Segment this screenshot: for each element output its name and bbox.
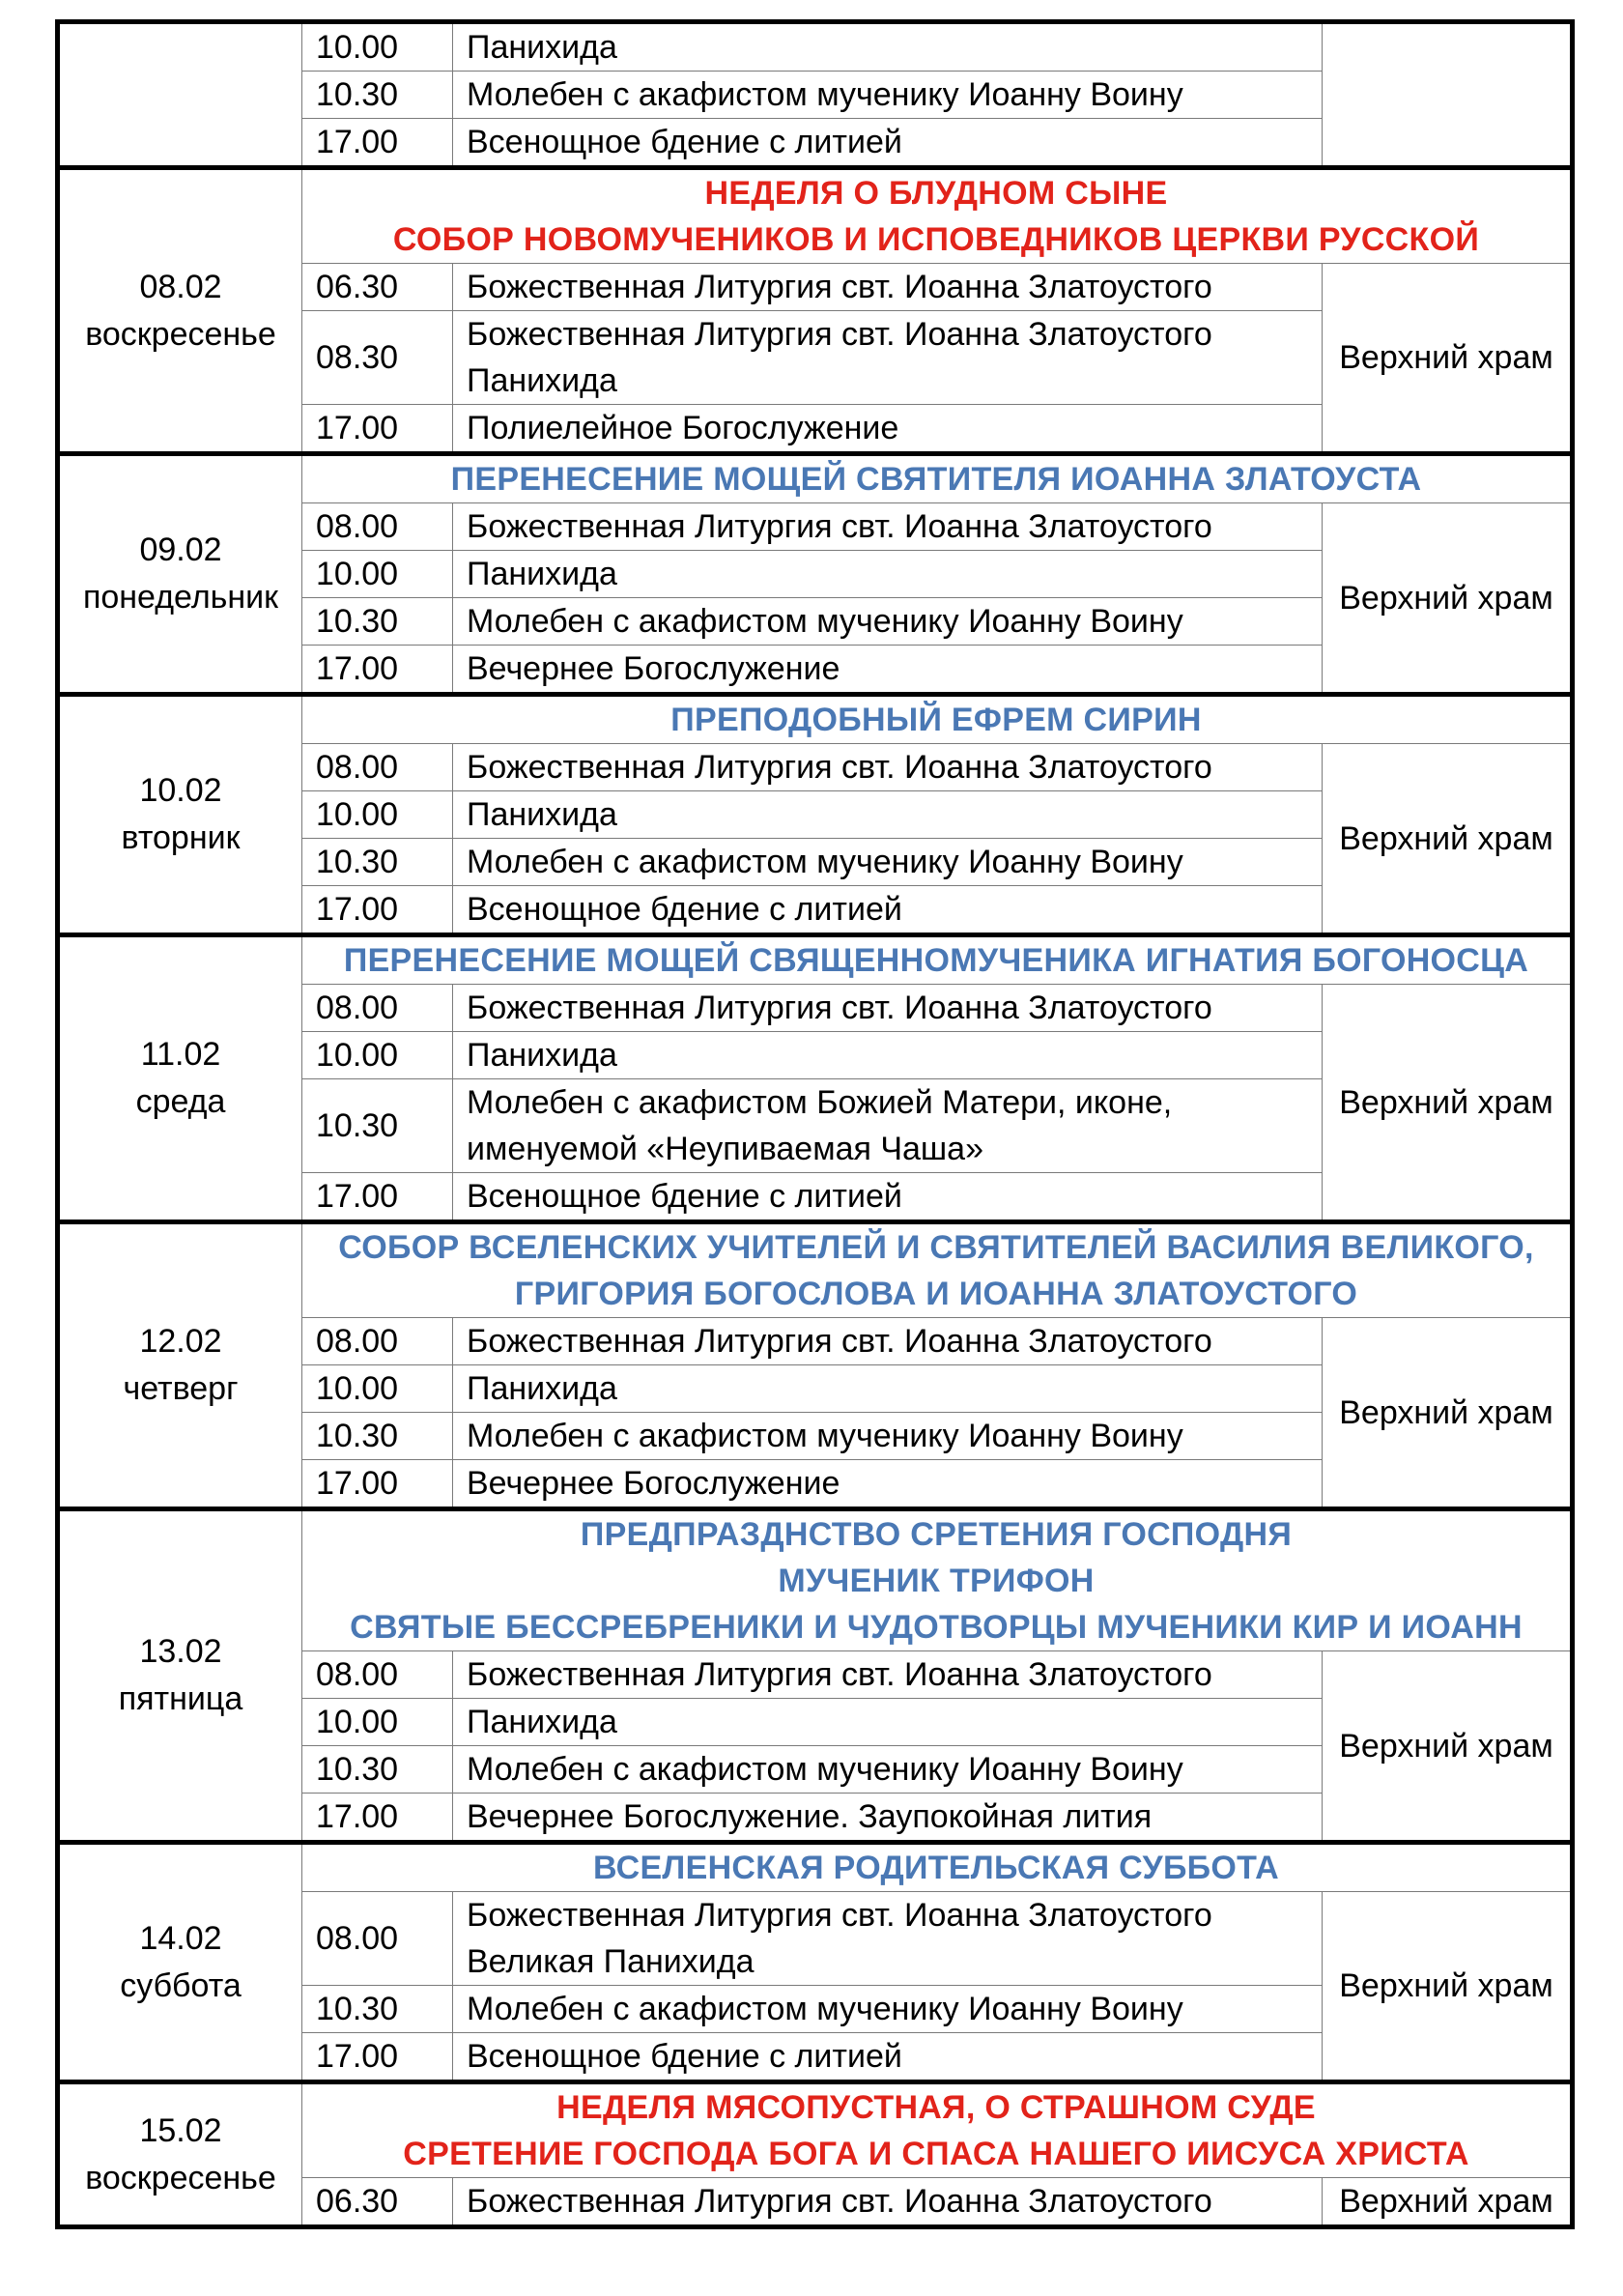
service-name [453,1892,1323,1986]
service-time-text: 17.00 [316,1178,399,1215]
service-row [58,22,1573,72]
service-name-line: Панихида [467,796,617,833]
service-name-line: Вечернее Богослужение [467,650,840,687]
service-time-text: 10.30 [316,603,399,640]
service-name-line: именуемой «Неупиваемая Чаша» [467,1131,984,1167]
day-date: 12.02 [139,1323,222,1360]
service-name [453,405,1323,454]
service-time [302,839,453,886]
service-name [453,1318,1323,1365]
location-text: Верхний храм [1339,1727,1553,1765]
service-name [453,72,1323,119]
service-location [1323,2178,1573,2227]
feast-title [302,1222,1573,1318]
feast-title-line: ПРЕПОДОБНЫЙ ЕФРЕМ СИРИН [670,702,1202,738]
day-date: 15.02 [139,2111,222,2149]
date-cell [58,22,302,168]
feast-title-line: ВСЕЛЕНСКАЯ РОДИТЕЛЬСКАЯ СУББОТА [593,1850,1279,1886]
service-time [302,1460,453,1509]
date-cell [58,168,302,454]
service-location [1323,1318,1573,1509]
service-location [1323,264,1573,454]
feast-title-line: СОБОР ВСЕЛЕНСКИХ УЧИТЕЛЕЙ И СВЯТИТЕЛЕЙ ВАСИЛИЯ ВЕЛИКОГО, [338,1229,1534,1266]
feast-title [302,1509,1573,1651]
service-name [453,1032,1323,1079]
location-text: Верхний храм [1339,1967,1553,2004]
service-name [453,1986,1323,2033]
day-date: 13.02 [139,1633,222,1670]
day-weekday: воскресенье [85,2159,276,2196]
service-name-line: Божественная Литургия свт. Иоанна Златоустого [467,990,1212,1026]
service-time-text: 10.30 [316,1418,399,1454]
service-time [302,311,453,405]
service-name-line: Панихида [467,1037,617,1074]
feast-title [302,168,1573,264]
service-location [1323,1651,1573,1843]
service-location [1323,744,1573,935]
service-time [302,1365,453,1413]
feast-title-line: ПЕРЕНЕСЕНИЕ МОЩЕЙ СВЯЩЕННОМУЧЕНИКА ИГНАТИЯ БОГОНОСЦА [343,942,1529,979]
day-block [58,168,1573,454]
service-name-line: Молебен с акафистом мученику Иоанну Воину [467,1418,1183,1454]
service-name [453,646,1323,695]
feast-title-line: ГРИГОРИЯ БОГОСЛОВА И ИОАННА ЗЛАТОУСТОГО [514,1276,1358,1312]
feast-title-row [58,454,1573,503]
day-weekday: воскресенье [85,315,276,353]
service-time [302,1318,453,1365]
date-cell [58,1509,302,1843]
day-weekday: среда [135,1083,226,1120]
service-time [302,1413,453,1460]
service-name-line: Божественная Литургия свт. Иоанна Златоустого [467,269,1212,305]
service-time [302,1651,453,1699]
service-location [1323,22,1573,168]
service-time-text: 17.00 [316,650,399,687]
service-name-line: Полиелейное Богослужение [467,410,899,446]
date-cell [58,1222,302,1509]
service-name-line: Панихида [467,1370,617,1407]
feast-title [302,2082,1573,2178]
service-time-text: 10.00 [316,1037,399,1074]
service-time-text: 17.00 [316,2038,399,2075]
date-cell [58,1843,302,2082]
service-time-text: 17.00 [316,124,399,160]
feast-title-line: НЕДЕЛЯ МЯСОПУСТНАЯ, О СТРАШНОМ СУДЕ [556,2089,1316,2126]
service-name-line: Всенощное бдение с литией [467,891,902,928]
service-name [453,1651,1323,1699]
service-time-text: 10.30 [316,844,399,880]
service-time [302,72,453,119]
service-name [453,1365,1323,1413]
service-time [302,2033,453,2082]
service-time [302,119,453,168]
service-name [453,1460,1323,1509]
day-block [58,1509,1573,1843]
day-block [58,1843,1573,2082]
day-date: 11.02 [140,1036,221,1073]
service-name [453,551,1323,598]
service-name [453,1794,1323,1843]
service-time-text: 17.00 [316,1465,399,1502]
service-name-line: Молебен с акафистом мученику Иоанну Воину [467,603,1183,640]
service-time [302,1986,453,2033]
service-name [453,119,1323,168]
service-time [302,1794,453,1843]
service-name [453,886,1323,935]
service-name-line: Вечернее Богослужение. Заупокойная лития [467,1798,1153,1835]
service-name [453,264,1323,311]
service-time [302,744,453,791]
service-name [453,1079,1323,1173]
service-time [302,646,453,695]
day-block [58,22,1573,168]
feast-title-line: СРЕТЕНИЕ ГОСПОДА БОГА И СПАСА НАШЕГО ИИСУСА ХРИСТА [403,2136,1469,2172]
service-location [1323,503,1573,695]
date-cell [58,454,302,695]
service-name-line: Молебен с акафистом Божией Матери, иконе, [467,1084,1173,1121]
day-block [58,695,1573,935]
service-name-line: Молебен с акафистом мученику Иоанну Воину [467,76,1183,113]
service-name-line: Божественная Литургия свт. Иоанна Златоустого [467,316,1212,353]
day-date: 10.02 [139,772,222,809]
service-time-text: 10.00 [316,1370,399,1407]
feast-title-line: НЕДЕЛЯ О БЛУДНОМ СЫНЕ [704,175,1168,212]
service-name [453,311,1323,405]
service-name [453,2178,1323,2227]
service-time [302,1032,453,1079]
service-name-line: Великая Панихида [467,1943,755,1980]
service-time-text: 17.00 [316,1798,399,1835]
location-text: Верхний храм [1339,1393,1553,1431]
service-time-text: 06.30 [316,269,399,305]
feast-title-line: ПЕРЕНЕСЕНИЕ МОЩЕЙ СВЯТИТЕЛЯ ИОАННА ЗЛАТОУСТА [450,461,1422,498]
day-block [58,1222,1573,1509]
service-time-text: 08.00 [316,1656,399,1693]
service-time-text: 17.00 [316,410,399,446]
service-name [453,1173,1323,1222]
service-time [302,405,453,454]
service-name-line: Божественная Литургия свт. Иоанна Златоустого [467,1323,1212,1360]
feast-title-row [58,2082,1573,2178]
day-weekday: четверг [123,1370,239,1407]
service-time-text: 10.00 [316,796,399,833]
day-weekday: суббота [120,1966,242,2004]
feast-title-line: МУЧЕНИК ТРИФОН [778,1563,1095,1599]
service-name-line: Панихида [467,556,617,592]
service-time [302,791,453,839]
feast-title-row [58,168,1573,264]
day-date: 08.02 [139,268,222,305]
feast-title-line: СВЯТЫЕ БЕССРЕБРЕНИКИ И ЧУДОТВОРЦЫ МУЧЕНИКИ КИР И ИОАНН [350,1609,1523,1646]
service-name [453,744,1323,791]
feast-title [302,935,1573,985]
location-text: Верхний храм [1339,579,1553,617]
service-name-line: Панихида [467,1704,617,1740]
service-name-line: Божественная Литургия свт. Иоанна Златоустого [467,1897,1212,1934]
service-name [453,1746,1323,1794]
service-name-line: Всенощное бдение с литией [467,2038,902,2075]
feast-title-line: ПРЕДПРАЗДНСТВО СРЕТЕНИЯ ГОСПОДНЯ [580,1516,1293,1553]
service-time [302,1699,453,1746]
service-time-text: 10.30 [316,1991,399,2027]
service-time-text: 06.30 [316,2183,399,2220]
service-location [1323,1892,1573,2082]
service-name [453,503,1323,551]
service-name [453,598,1323,646]
service-time [302,886,453,935]
day-block [58,2082,1573,2227]
service-time-text: 10.00 [316,29,399,66]
service-time [302,1892,453,1986]
location-text: Верхний храм [1339,819,1553,857]
service-name [453,2033,1323,2082]
feast-title-row [58,1509,1573,1651]
service-time [302,1173,453,1222]
service-time [302,598,453,646]
service-time [302,22,453,72]
service-name-line: Панихида [467,29,617,66]
feast-title-row [58,1222,1573,1318]
service-time [302,551,453,598]
service-name-line: Панихида [467,362,617,399]
service-time-text: 10.30 [316,1107,399,1144]
service-time-text: 10.30 [316,76,399,113]
service-name-line: Молебен с акафистом мученику Иоанну Воину [467,1751,1183,1788]
service-name-line: Вечернее Богослужение [467,1465,840,1502]
service-time [302,2178,453,2227]
feast-title [302,1843,1573,1892]
service-time [302,1746,453,1794]
day-date: 09.02 [139,531,222,568]
service-name-line: Божественная Литургия свт. Иоанна Златоустого [467,2183,1212,2220]
service-name [453,839,1323,886]
service-time-text: 08.00 [316,990,399,1026]
feast-title [302,695,1573,744]
service-name-line: Молебен с акафистом мученику Иоанну Воину [467,1991,1183,2027]
service-name [453,985,1323,1032]
service-time-text: 08.00 [316,1920,399,1957]
service-name-line: Божественная Литургия свт. Иоанна Златоустого [467,508,1212,545]
feast-title-row [58,1843,1573,1892]
service-name-line: Божественная Литургия свт. Иоанна Златоустого [467,1656,1212,1693]
date-cell [58,935,302,1222]
service-time-text: 08.30 [316,339,399,376]
service-name-line: Всенощное бдение с литией [467,124,902,160]
service-name-line: Молебен с акафистом мученику Иоанну Воину [467,844,1183,880]
service-time [302,985,453,1032]
service-time [302,503,453,551]
day-weekday: пятница [118,1680,243,1717]
service-time [302,264,453,311]
date-cell [58,695,302,935]
service-name [453,791,1323,839]
service-name-line: Всенощное бдение с литией [467,1178,902,1215]
service-name [453,1413,1323,1460]
location-text: Верхний храм [1339,339,1553,376]
service-name-line: Божественная Литургия свт. Иоанна Златоустого [467,749,1212,786]
feast-title-row [58,695,1573,744]
day-block [58,935,1573,1222]
service-name [453,1699,1323,1746]
day-block [58,454,1573,695]
service-time-text: 10.00 [316,556,399,592]
date-cell [58,2082,302,2227]
day-date: 14.02 [139,1919,222,1957]
service-time-text: 08.00 [316,1323,399,1360]
location-text: Верхний храм [1339,1083,1553,1121]
feast-title-line: СОБОР НОВОМУЧЕНИКОВ И ИСПОВЕДНИКОВ ЦЕРКВИ РУССКОЙ [392,221,1480,258]
feast-title-row [58,935,1573,985]
day-weekday: вторник [121,819,241,856]
feast-title [302,454,1573,503]
service-location [1323,985,1573,1222]
service-time-text: 10.30 [316,1751,399,1788]
service-time [302,1079,453,1173]
service-time-text: 10.00 [316,1704,399,1740]
schedule-table [55,19,1575,2229]
service-time-text: 08.00 [316,749,399,786]
location-text: Верхний храм [1339,2183,1553,2220]
day-weekday: понедельник [82,579,279,616]
service-time-text: 17.00 [316,891,399,928]
service-time-text: 08.00 [316,508,399,545]
service-name [453,22,1323,72]
